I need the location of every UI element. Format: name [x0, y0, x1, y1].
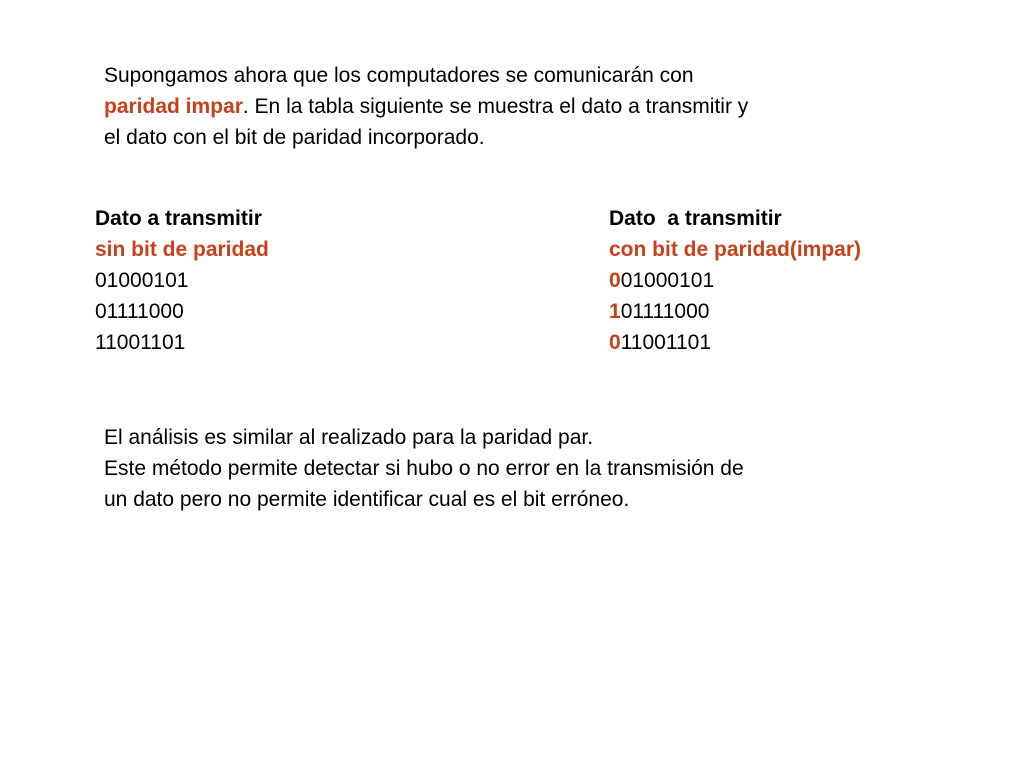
- data-row: 11001101: [95, 331, 186, 354]
- closing-line-1: El análisis es similar al realizado para la paridad par.: [104, 426, 594, 449]
- intro-line-2: [104, 91, 924, 122]
- column-header-right: Dato a transmitir: [609, 207, 782, 230]
- parity-bit: 0: [609, 269, 621, 292]
- data-row: 01111000: [95, 300, 184, 323]
- column-subheader-right: con bit de paridad(impar): [609, 238, 862, 261]
- data-row-with-parity: [609, 296, 861, 327]
- data-bits: 11001101: [620, 331, 712, 354]
- parity-bit: 0: [609, 331, 621, 354]
- closing-line-3: un dato pero no permite identificar cual es el bit erróneo.: [104, 488, 630, 511]
- column-subheader-left: sin bit de paridad: [95, 238, 269, 261]
- intro-line-2-rest: . En la tabla siguiente se muestra el dato a transmitir y: [242, 95, 749, 118]
- table-column-with-parity: [609, 203, 861, 358]
- closing-paragraph: [104, 422, 924, 515]
- column-header-left: Dato a transmitir: [95, 207, 262, 230]
- data-bits: 01111000: [620, 300, 710, 323]
- intro-line-3: el dato con el bit de paridad incorporado.: [104, 126, 485, 149]
- parity-bit: 1: [609, 300, 621, 323]
- closing-line-2: Este método permite detectar si hubo o no error en la transmisión de: [104, 457, 744, 480]
- data-bits: 01000101: [620, 269, 715, 292]
- odd-parity-highlight: paridad impar: [104, 95, 243, 118]
- data-row: 01000101: [95, 269, 189, 292]
- data-row-with-parity: [609, 327, 861, 358]
- intro-paragraph: [104, 60, 924, 153]
- intro-line-1: Supongamos ahora que los computadores se comunicarán con: [104, 64, 694, 87]
- data-row-with-parity: [609, 265, 861, 296]
- table-column-without-parity: [95, 203, 269, 358]
